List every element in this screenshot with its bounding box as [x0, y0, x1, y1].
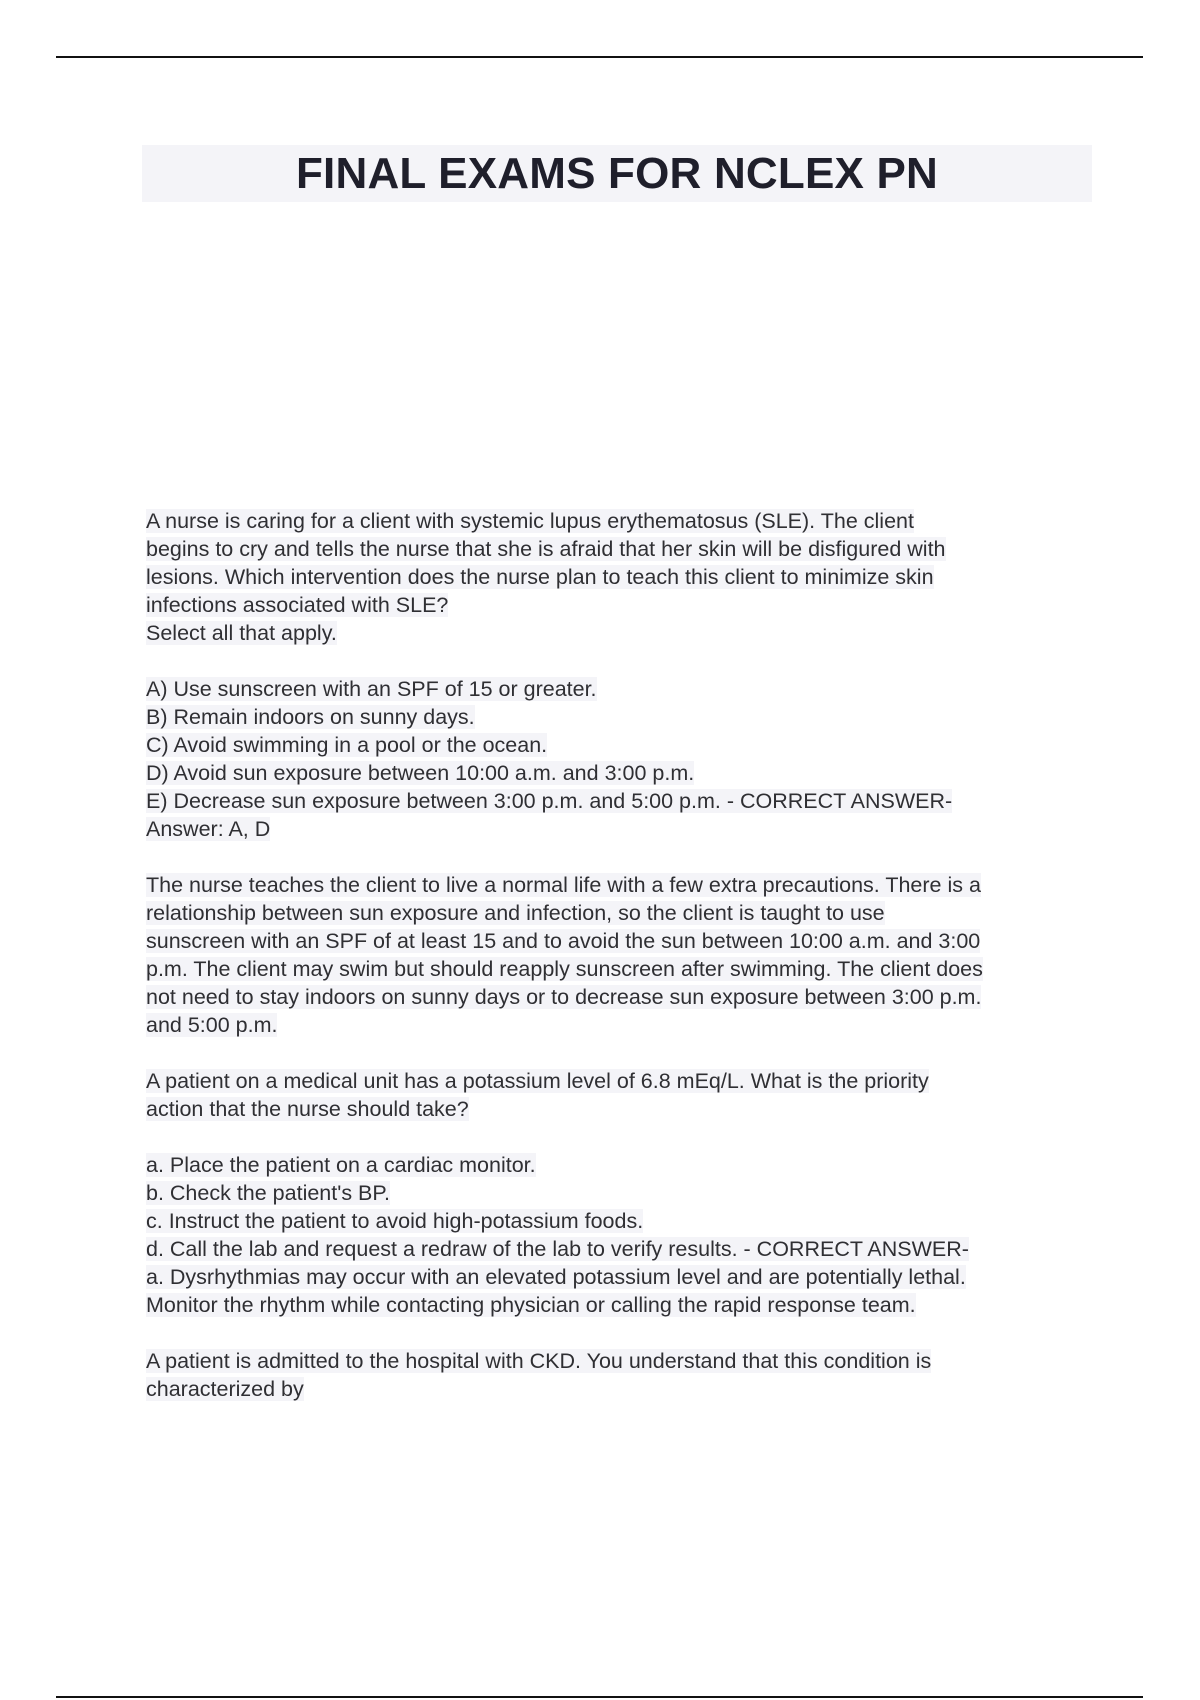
- question-2-stem: [146, 1067, 1096, 1123]
- text-line: and 5:00 p.m.: [146, 1013, 278, 1037]
- text-line: relationship between sun exposure and infection, so the client is taught to use: [146, 901, 885, 925]
- answer-option: b. Check the patient's BP.: [146, 1181, 390, 1205]
- text-line: A patient on a medical unit has a potassium level of 6.8 mEq/L. What is the priority: [146, 1069, 929, 1093]
- answer-option: B) Remain indoors on sunny days.: [146, 705, 475, 729]
- answer-option: a. Place the patient on a cardiac monitor.: [146, 1153, 536, 1177]
- text-line: The nurse teaches the client to live a normal life with a few extra precautions. There is a: [146, 873, 981, 897]
- text-line: Select all that apply.: [146, 621, 337, 645]
- document-title: FINAL EXAMS FOR NCLEX PN: [295, 148, 939, 198]
- text-line: lesions. Which intervention does the nurse plan to teach this client to minimize skin: [146, 565, 934, 589]
- title-band: [142, 145, 1092, 202]
- text-line: not need to stay indoors on sunny days or to decrease sun exposure between 3:00 p.m.: [146, 985, 982, 1009]
- correct-answer: Answer: A, D: [146, 817, 271, 841]
- answer-option: A) Use sunscreen with an SPF of 15 or greater.: [146, 677, 597, 701]
- question-3-stem: [146, 1347, 1096, 1403]
- question-1-stem: [146, 507, 1096, 647]
- answer-option: E) Decrease sun exposure between 3:00 p.m. and 5:00 p.m. - CORRECT ANSWER-: [146, 789, 953, 813]
- text-line: p.m. The client may swim but should reapply sunscreen after swimming. The client does: [146, 957, 983, 981]
- correct-answer: a. Dysrhythmias may occur with an elevated potassium level and are potentially lethal.: [146, 1265, 966, 1289]
- answer-option: d. Call the lab and request a redraw of the lab to verify results. - CORRECT ANSWER-: [146, 1237, 969, 1261]
- header-rule: [56, 56, 1143, 58]
- document-body: [146, 507, 1096, 1431]
- text-line: begins to cry and tells the nurse that she is afraid that her skin will be disfigured with: [146, 537, 946, 561]
- answer-option: D) Avoid sun exposure between 10:00 a.m. and 3:00 p.m.: [146, 761, 695, 785]
- text-line: sunscreen with an SPF of at least 15 and to avoid the sun between 10:00 a.m. and 3:00: [146, 929, 981, 953]
- question-2-options: [146, 1151, 1096, 1319]
- text-line: action that the nurse should take?: [146, 1097, 469, 1121]
- answer-option: C) Avoid swimming in a pool or the ocean.: [146, 733, 548, 757]
- text-line: A nurse is caring for a client with systemic lupus erythematosus (SLE). The client: [146, 509, 914, 533]
- footer-rule: [56, 1696, 1143, 1698]
- text-line: characterized by: [146, 1377, 304, 1401]
- answer-option: c. Instruct the patient to avoid high-potassium foods.: [146, 1209, 644, 1233]
- correct-answer: Monitor the rhythm while contacting physician or calling the rapid response team.: [146, 1293, 916, 1317]
- question-1-rationale: [146, 871, 1096, 1039]
- question-1-options: [146, 675, 1096, 843]
- text-line: A patient is admitted to the hospital with CKD. You understand that this condition is: [146, 1349, 932, 1373]
- text-line: infections associated with SLE?: [146, 593, 449, 617]
